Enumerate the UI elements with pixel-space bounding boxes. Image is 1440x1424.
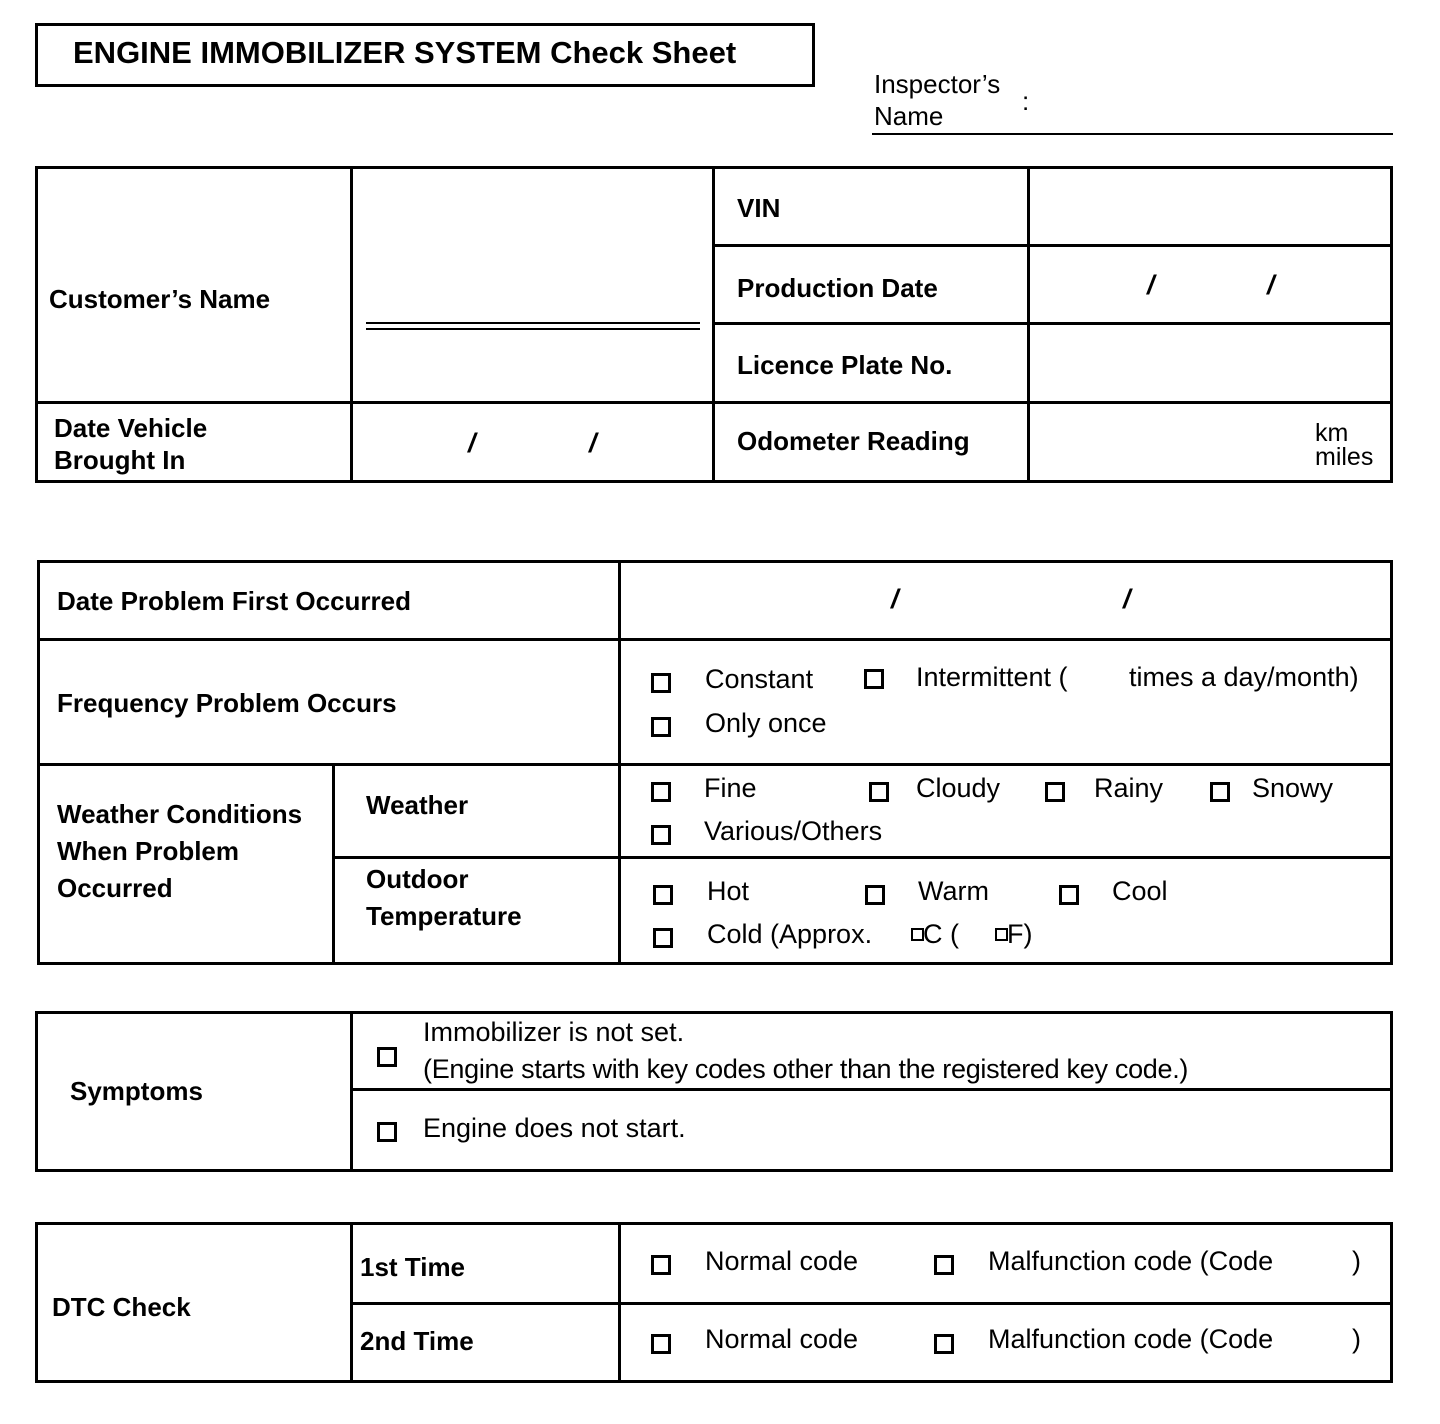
divider xyxy=(332,856,1393,859)
cool-checkbox[interactable] xyxy=(1059,885,1079,905)
warm-text: Warm xyxy=(918,876,989,906)
only-once-text: Only once xyxy=(705,708,827,738)
divider xyxy=(37,763,1393,766)
symptom-no-start-checkbox[interactable] xyxy=(377,1122,397,1142)
inspector-colon: : xyxy=(1022,86,1030,116)
odometer-unit-miles: miles xyxy=(1315,443,1374,471)
date-problem-slash-1: / xyxy=(891,584,899,614)
divider xyxy=(350,1088,1393,1091)
divider xyxy=(37,638,1393,641)
degree-c-text: C ( xyxy=(923,919,959,949)
symptom-not-set-line2: (Engine starts with key codes other than the registered key code.) xyxy=(423,1054,1189,1084)
first-malfunction-checkbox[interactable] xyxy=(934,1255,954,1275)
licence-plate-field[interactable] xyxy=(1032,326,1388,398)
divider xyxy=(350,166,353,483)
hot-text: Hot xyxy=(707,876,750,906)
page-title: ENGINE IMMOBILIZER SYSTEM Check Sheet xyxy=(73,35,737,70)
rainy-checkbox[interactable] xyxy=(1045,782,1065,802)
only-once-checkbox[interactable] xyxy=(651,717,671,737)
degree-f-text: F) xyxy=(1007,919,1033,949)
constant-text: Constant xyxy=(705,664,814,694)
weather-label: Weather xyxy=(366,790,469,820)
production-date-label: Production Date xyxy=(737,273,938,303)
times-text: times a day/month) xyxy=(1129,662,1359,692)
dtc-first-time-label: 1st Time xyxy=(360,1252,466,1282)
first-normal-text: Normal code xyxy=(705,1246,859,1276)
outdoor-temperature-label-line2: Temperature xyxy=(366,901,522,931)
production-date-slash-2: / xyxy=(1267,270,1275,300)
divider xyxy=(350,1011,353,1172)
second-malfunction-text: Malfunction code (Code xyxy=(988,1324,1274,1354)
divider xyxy=(366,328,700,330)
customer-name-label: Customer’s Name xyxy=(49,284,271,314)
symptom-not-set-checkbox[interactable] xyxy=(377,1047,397,1067)
constant-checkbox[interactable] xyxy=(651,673,671,693)
licence-plate-label: Licence Plate No. xyxy=(737,350,953,380)
customer-name-field[interactable] xyxy=(366,322,700,324)
intermittent-text: Intermittent ( xyxy=(916,662,1068,692)
fine-checkbox[interactable] xyxy=(651,782,671,802)
outdoor-temperature-label-line1: Outdoor xyxy=(366,864,469,894)
symptom-no-start-text: Engine does not start. xyxy=(423,1113,686,1143)
divider xyxy=(712,322,1393,325)
date-problem-first-label: Date Problem First Occurred xyxy=(57,586,411,616)
odometer-unit-km: km xyxy=(1315,419,1349,447)
production-date-slash-1: / xyxy=(1147,270,1155,300)
vin-field[interactable] xyxy=(1032,170,1388,242)
fine-text: Fine xyxy=(704,773,757,803)
inspector-label-line1: Inspector’s xyxy=(874,69,1001,99)
divider xyxy=(712,244,1393,247)
rainy-text: Rainy xyxy=(1094,773,1164,803)
dtc-check-label: DTC Check xyxy=(52,1292,191,1322)
snowy-checkbox[interactable] xyxy=(1210,782,1230,802)
second-malfunction-checkbox[interactable] xyxy=(934,1334,954,1354)
date-brought-in-label-line2: Brought In xyxy=(54,445,186,475)
weather-conditions-label-line2: When Problem xyxy=(57,836,240,866)
vin-label: VIN xyxy=(737,193,781,223)
various-checkbox[interactable] xyxy=(651,825,671,845)
frequency-label: Frequency Problem Occurs xyxy=(57,688,397,718)
symptom-not-set-line1: Immobilizer is not set. xyxy=(423,1017,685,1047)
second-normal-text: Normal code xyxy=(705,1324,859,1354)
first-malfunction-close: ) xyxy=(1352,1246,1361,1276)
intermittent-checkbox[interactable] xyxy=(864,669,884,689)
first-malfunction-text: Malfunction code (Code xyxy=(988,1246,1274,1276)
date-brought-in-label-line1: Date Vehicle xyxy=(54,413,208,443)
symptoms-label: Symptoms xyxy=(70,1076,203,1106)
divider xyxy=(350,1302,1393,1305)
divider xyxy=(332,763,335,965)
weather-conditions-label-line3: Occurred xyxy=(57,873,173,903)
weather-conditions-label-line1: Weather Conditions xyxy=(57,799,303,829)
date-brought-in-slash-2: / xyxy=(589,428,597,458)
divider xyxy=(35,401,1393,404)
second-malfunction-close: ) xyxy=(1352,1324,1361,1354)
second-normal-checkbox[interactable] xyxy=(651,1334,671,1354)
first-normal-checkbox[interactable] xyxy=(651,1255,671,1275)
inspector-label-line2: Name xyxy=(874,101,944,131)
cold-checkbox[interactable] xyxy=(653,928,673,948)
date-problem-slash-2: / xyxy=(1123,584,1131,614)
cloudy-text: Cloudy xyxy=(916,773,1001,803)
cold-text: Cold (Approx. xyxy=(707,919,873,949)
warm-checkbox[interactable] xyxy=(865,885,885,905)
dtc-second-time-label: 2nd Time xyxy=(360,1326,474,1356)
cloudy-checkbox[interactable] xyxy=(869,782,889,802)
odometer-label: Odometer Reading xyxy=(737,426,970,456)
hot-checkbox[interactable] xyxy=(653,885,673,905)
inspector-name-field[interactable] xyxy=(872,133,1393,135)
cool-text: Cool xyxy=(1112,876,1168,906)
date-brought-in-slash-1: / xyxy=(468,428,476,458)
symptoms-table xyxy=(35,1011,1393,1172)
various-text: Various/Others xyxy=(704,816,883,846)
snowy-text: Snowy xyxy=(1252,773,1334,803)
